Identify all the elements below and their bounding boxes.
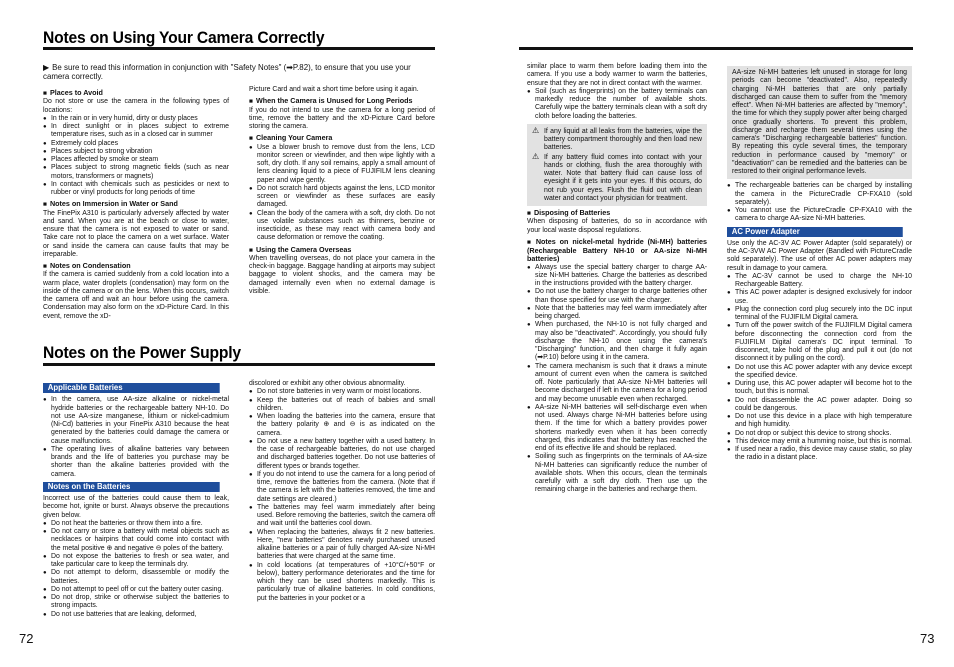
bullet-item: ● Do not attempt to deform, disassemble or modify the batteries. [43,569,229,586]
bullet-item: ● Do not drop or subject this device to strong shocks. [727,430,912,438]
bullet-item: ● Do not disassemble the AC power adapter. Doing so could be dangerous. [727,397,912,414]
bullet-item: ● This AC power adapter is designed exclusively for indoor use. [727,289,912,306]
paragraph: If the camera is carried suddenly from a cold location into a warm place, water droplets (condensation) may form on the inside of the camera or on the lens. When this occurs, switch the camera off and wait an hour before using the camera. Condensation may also form on the xD-Picture Card. In this event, remove the xD- [43,271,229,320]
section-title-power-supply: Notes on the Power Supply [43,343,241,362]
bullet-item: ● During use, this AC power adapter will become hot to the touch, but this is normal. [727,380,912,397]
bullet-item: ● In the rain or in very humid, dirty or dusty places [43,115,229,123]
subheading: ■ Notes on nickel-metal hydride (Ni-MH) batteries (Rechargeable Battery NH-10 or AA-size Ni-MH batteries) [527,238,707,264]
bullet-item: ● Do not drop, strike or otherwise subject the batteries to strong impacts. [43,594,229,611]
bullet-item: ● When replacing the batteries, always fit 2 new batteries. Here, "new batteries" denotes newly purchased unused alkaline batteries or a pair of fully charged AA-size Ni-MH batteries that were charged at the same time. [249,529,435,562]
paragraph: Picture Card and wait a short time before using it again. [249,86,419,93]
bullet-item: ● Do not heat the batteries or throw them into a fire. [43,520,229,528]
text-column-1 [43,86,229,321]
subheading: ■ Using the Camera Overseas [249,246,435,255]
bullet-item: ● Do not scratch hard objects against the lens, LCD monitor screen or viewfinder as these surfaces are easily damaged. [249,185,435,210]
bullet-item: ● Do not use this AC power adapter with any device except the specified device. [727,364,912,381]
bullet-item: ● In contact with chemicals such as pesticides or next to rubber or vinyl products for long periods of time [43,181,229,198]
bullet-item: ● AA-size Ni-MH batteries will self-discharge even when not used. Always charge Ni-MH batteries before using them. If the time for which a battery provides power shortens markedly even when it has been correctly charged, this indicates that the battery has reached the end of its effective life and should be replaced. [527,404,707,454]
bullet-item: ● Do not store batteries in very warm or moist locations. [249,388,435,396]
title-rule-2 [43,363,435,366]
bullet-item: ● When purchased, the NH-10 is not fully charged and may also be "deactivated". Accordingly, you should fully discharge the NH-10 once using the camera's "Discharging" function, and then charge it fully again (➡P.10) before using it in the camera. [527,321,707,362]
bullet-item: ● Places subject to strong vibration [43,148,229,156]
bullet-item: ● Plug the connection cord plug securely into the DC input terminal of the FUJIFILM Digital camera. [727,306,912,323]
subheading: ■ Cleaning Your Camera [249,134,435,143]
section-banner: Applicable Batteries [43,383,220,393]
bullet-item: ● This device may emit a humming noise, but this is normal. [727,438,912,446]
subheading: ■ Places to Avoid [43,89,229,98]
bullet-item: ● If used near a radio, this device may cause static, so play the radio in a distant place. [727,446,912,463]
bullet-item: ● The batteries may feel warm immediately after being used. Before removing the batteries, switch the camera off and wait until the batteries cool down. [249,504,435,529]
bullet-item: ● Do not expose the batteries to fresh or sea water, and take particular care to keep the terminals dry. [43,553,229,570]
text-column-2 [249,86,435,296]
bullet-item: ● In cold locations (at temperatures of +10°C/+50°F or below), battery performance deteriorates and the time for which they can be used shortens markedly. This is particularly true of alkaline batteries. In cold conditions, put the batteries in your pocket or a [249,562,435,603]
text-column-4 [249,380,435,603]
bullet-item: ● Do not use a new battery together with a used battery. In the case of rechargeable batteries, do not use charged and discharged batteries together. Do not use batteries of different types or brands together. [249,438,435,471]
note-box [727,66,912,179]
bullet-item: ● Use a blower brush to remove dust from the lens, LCD monitor screen or viewfinder, and then wipe lightly with a soft, dry cloth. If any soil remains, apply a small amount of lens cleaning liquid to a piece of FUJIFILM lens cleaning paper and wipe gently. [249,144,435,185]
paragraph: The FinePix A310 is particularly adversely affected by water and sand. When you are at the beach or close to water, ensure that the camera is not exposed to water or sand. Take care not to place the camera on a wet surface. Water or sand inside the camera can cause faults that may be irreparable. [43,209,229,258]
text-column-5 [527,63,707,495]
bullet-item: ● Clean the body of the camera with a soft, dry cloth. Do not use volatile substances such as thinners, benzine or insecticide, as these may react with camera body and cause deformation or remove the coating. [249,210,435,243]
bullet-item: ● Soiling such as fingerprints on the terminals of AA-size Ni-MH batteries can significantly reduce the number of available shots. When this occurs, clean the terminals carefully with a soft dry cloth. Then use up the remaining charge in the batteries and recharge them. [527,453,707,494]
bullet-item: ● You cannot use the PictureCradle CP-FXA10 with the camera to charge AA-size Ni-MH batteries. [727,207,912,224]
note-text: ⚠ If any battery fluid comes into contact with your hands or clothing, flush the area thoroughly with water. Note that battery fluid can cause loss of eyesight if it gets into your eyes. If this occurs, do not rub your eyes. Flush the fluid out with clean water and contact your physician for treatment. [532,153,702,204]
bullet-item: ● Do not carry or store a battery with metal objects such as necklaces or hairpins that could come into contact with the metal positive ⊕ and negative ⊖ poles of the battery. [43,528,229,553]
bullet-item: ● The operating lives of alkaline batteries vary between brands and the life of batteries you purchase may be shorter than the alkaline batteries provided with the camera. [43,446,229,479]
paragraph: When disposing of batteries, do so in accordance with your local waste disposal regulations. [527,218,707,234]
section-title-camera-use: Notes on Using Your Camera Correctly [43,28,325,47]
bullet-item: ● The camera mechanism is such that it draws a minute amount of current even when the camera is switched off. Note particularly that AA-size Ni-MH batteries will become discharged if left in the camera for a long period and may become unusable even when recharged. [527,363,707,404]
bullet-item: ● If you do not intend to use the camera for a long period of time, remove the batteries from the camera. (Note that if the camera is left with the batteries removed, the time and date settings are cleared.) [249,471,435,504]
paragraph: Do not store or use the camera in the following types of locations: [43,98,229,114]
bullet-item: ● In the camera, use AA-size alkaline or nickel-metal hydride batteries or the rechargeable battery NH-10. Do not use AA-size manganese, lithium or nickel-cadmium (Ni-Cd) batteries in your FinePix A310 because the heat generated by the batteries could damage the camera or cause malfunctions. [43,396,229,446]
bullet-item: ● Do not use batteries that are leaking, deformed, [43,611,229,619]
paragraph: similar place to warm them before loading them into the camera. If you use a body warmer to warm the batteries, ensure that they are not in direct contact with the warmer. [527,63,707,87]
bullet-item: ● Extremely cold places [43,140,229,148]
page-number-left: 72 [19,631,34,646]
text-column-3 [43,380,229,619]
bullet-item: ● Keep the batteries out of reach of babies and small children. [249,397,435,414]
subheading: ■ When the Camera is Unused for Long Periods [249,97,435,106]
bullet-item: ● Places subject to strong magnetic fields (such as near motors, transformers or magnets) [43,164,229,181]
paragraph: If you do not intend to use the camera for a long period of time, remove the battery and the xD-Picture Card before storing the camera. [249,106,435,130]
title-rule [43,47,435,50]
bullet-item: ● Turn off the power switch of the FUJIFILM Digital camera before disconnecting the connection cord from the FUJIFILM Digital camera's DC input terminal. To disconnect, take hold of the plug and pull it out (do not disconnect it by pulling on the cord). [727,322,912,363]
note-text: ⚠ If any liquid at all leaks from the batteries, wipe the battery compartment thoroughly and then load new batteries. [532,127,702,153]
bullet-item: ● Do not use the battery charger to charge batteries other than those specified for use with the charger. [527,288,707,305]
note-text: AA-size Ni-MH batteries left unused in storage for long periods can become "deactivated". Also, repeatedly charging Ni-MH batteries that are only partially discharged can cause them to suffer from the "memory effect". When Ni-MH batteries are affected by "memory", the time for which they supply power after being charged once gradually shortens. To prevent this problem, discharge and recharge them several times using the camera's "Discharging rechargeable batteries" function. By repeating this cycle several times, the temporary reduction in performance caused by "memory" or "deactivation" can be remedied and the batteries can be restored to their original performance levels. [732,69,907,175]
bullet-item: ● Always use the special battery charger to charge AA-size Ni-MH batteries. Charge the batteries as described in the instructions provided with the battery charger. [527,264,707,289]
paragraph: discolored or exhibit any other obvious abnormality. [249,380,406,387]
paragraph: Use only the AC-3V AC Power Adapter (sold separately) or the AC-3VW AC Power Adapter (Bandled with PictureCradle sold separately). The use of other AC power adapters may result in damage to your camera. [727,239,912,272]
bullet-item: ● Places affected by smoke or steam [43,156,229,164]
subheading: ■ Notes on Immersion in Water or Sand [43,200,229,209]
bullet-item: ● Do not use this device in a place with high temperature and high humidity. [727,413,912,430]
bullet-item: ● The rechargeable batteries can be charged by installing the camera in the PictureCradle CP-FXA10 (sold separately). [727,182,912,207]
bullet-item: ● Do not attempt to peel off or cut the battery outer casing. [43,586,229,594]
bullet-item: ● Note that the batteries may feel warm immediately after being charged. [527,305,707,322]
section-banner: Notes on the Batteries [43,482,220,492]
note-box [527,124,707,206]
section-banner: AC Power Adapter [727,227,903,237]
bullet-item: ● In direct sunlight or in places subject to extreme temperature rises, such as in a closed car in summer [43,123,229,140]
bullet-item: ● The AC-3V cannot be used to charge the NH-10 Rechargeable Battery. [727,273,912,290]
text-column-6 [727,63,912,463]
bullet-item: ● When loading the batteries into the camera, ensure that the battery polarity ⊕ and ⊖ is as indicated on the camera. [249,413,435,438]
subheading: ■ Disposing of Batteries [527,209,707,218]
intro-text: ▶ Be sure to read this information in conjunction with "Safety Notes" (➡P.82), to ensure that you use your camera correctly. [43,63,435,82]
bullet-item: ● Soil (such as fingerprints) on the battery terminals can markedly reduce the number of available shots. Carefully wipe the battery terminals clean with a soft dry cloth before loading the batteries. [527,88,707,121]
page-number-right: 73 [920,631,935,646]
top-rule-right [519,47,913,50]
paragraph: When travelling overseas, do not place your camera in the check-in baggage. Baggage handling at airports may subject baggage to violent shocks, and the camera may be damaged internally even when no external damage is visible. [249,254,435,295]
paragraph: Incorrect use of the batteries could cause them to leak, become hot, ignite or burst. Always observe the precautions given below. [43,495,229,519]
subheading: ■ Notes on Condensation [43,262,229,271]
